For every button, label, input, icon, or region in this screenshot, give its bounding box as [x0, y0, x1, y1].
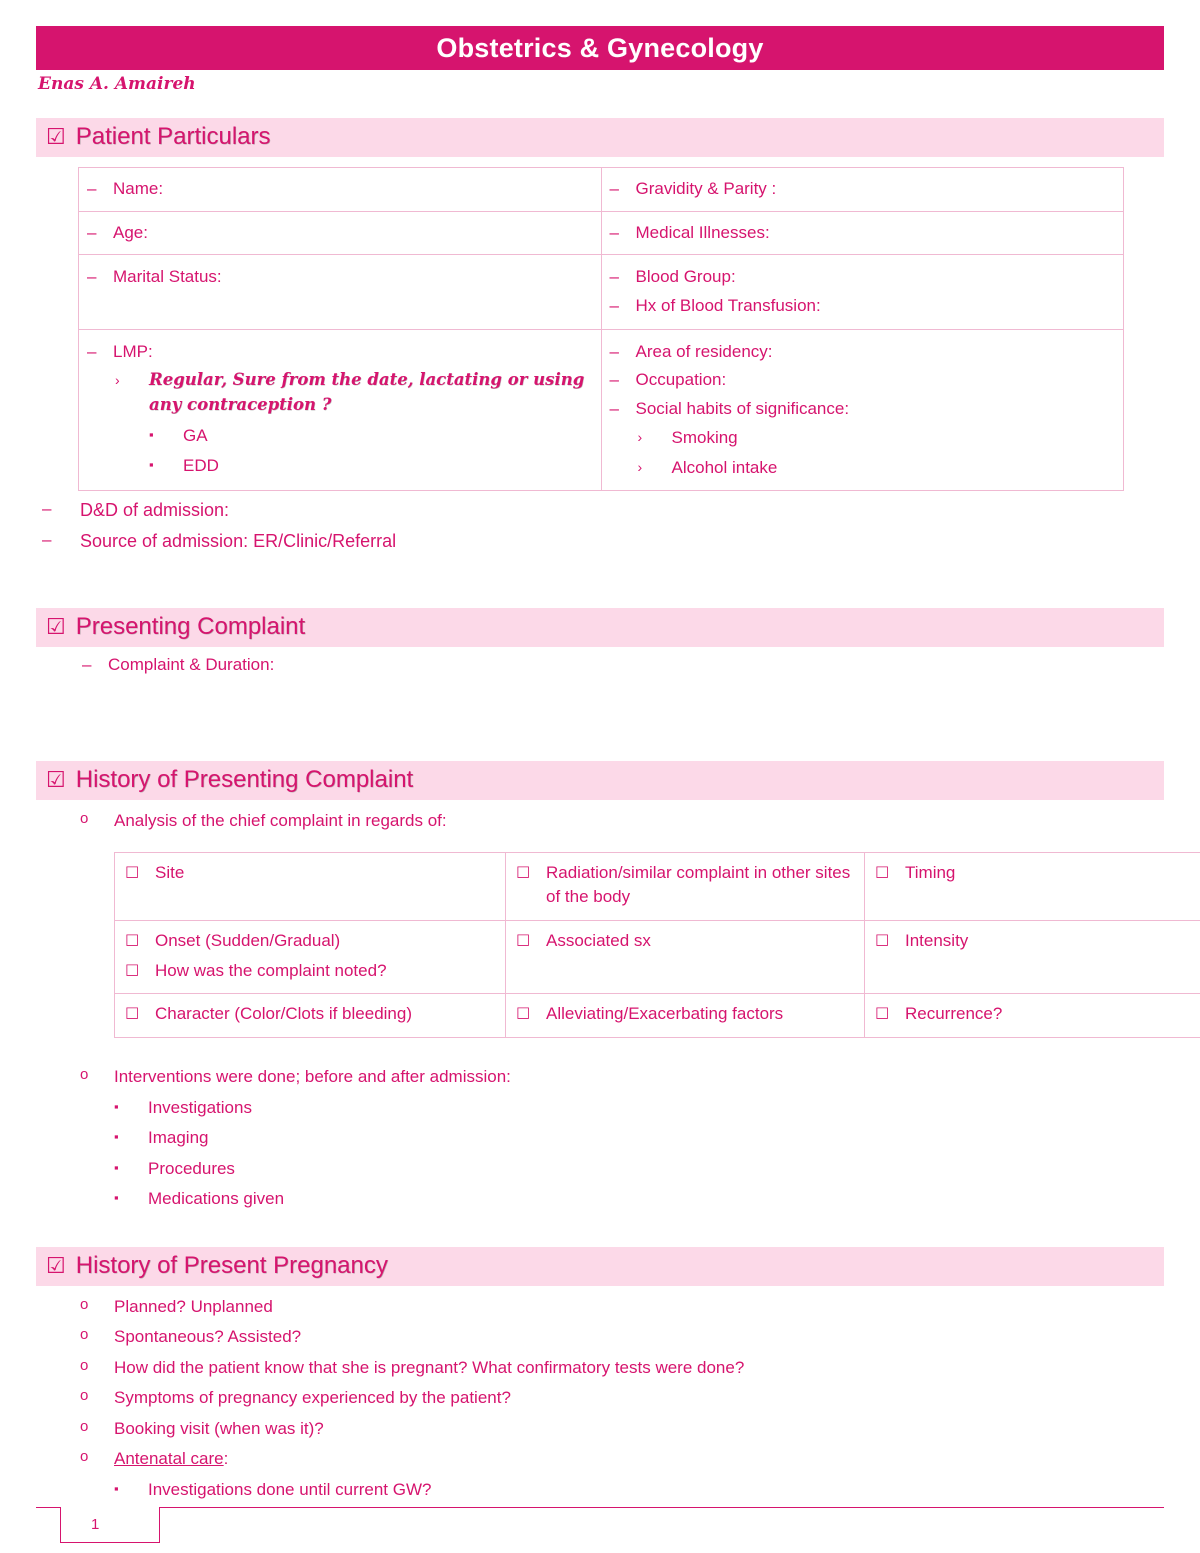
field-smoking [638, 425, 1116, 451]
field-label: Name: [113, 179, 164, 198]
cell-site [115, 852, 506, 920]
square-bullet-icon: ▪ [114, 1129, 119, 1145]
circle-bullet-icon: o [80, 1387, 89, 1405]
list-item [80, 1324, 1164, 1350]
field-source-of-admission [42, 528, 1164, 554]
dash-icon [610, 397, 636, 422]
section-header-history-present-pregnancy [36, 1247, 1164, 1286]
dash-icon [610, 368, 636, 393]
field-social-habits [610, 397, 1116, 422]
dash-icon [42, 497, 80, 522]
field-dd-of-admission [42, 497, 1164, 523]
checkbox-item [875, 861, 1195, 886]
list-item [114, 1095, 1164, 1121]
list-item-label: Booking visit (when was it)? [114, 1418, 324, 1438]
cell-marital-status [79, 255, 602, 329]
table-row [79, 329, 1124, 491]
dash-icon [610, 294, 636, 319]
field-name [87, 177, 593, 202]
field-label: GA [183, 425, 208, 445]
cell-recurrence [865, 994, 1200, 1038]
item-label: Alleviating/Exacerbating factors [546, 1004, 784, 1024]
field-blood-group [610, 265, 1116, 290]
item-label: Character (Color/Clots if bleeding) [155, 1004, 412, 1024]
antenatal-care-label: Antenatal care [114, 1449, 224, 1469]
field-hx-blood-transfusion [610, 294, 1116, 319]
document-content [36, 118, 1164, 1507]
circle-bullet-icon: o [80, 1066, 89, 1084]
list-item-label: Investigations [148, 1097, 252, 1117]
item-label: Timing [905, 862, 956, 882]
empty-box-icon: □ [875, 1003, 890, 1022]
dash-icon [42, 528, 80, 553]
list-item-label: How did the patient know that she is pregnant? What confirmatory tests were done? [114, 1357, 745, 1377]
author-name: Enas A. Amaireh [38, 74, 196, 94]
dash-icon [87, 265, 113, 290]
item-label: Associated sx [546, 931, 651, 951]
hpc-interventions-sublist [114, 1095, 1164, 1212]
field-label: Smoking [671, 428, 738, 448]
antenatal-sublist [114, 1477, 1164, 1503]
field-age [87, 221, 593, 246]
field-medical-illnesses [610, 221, 1116, 246]
cell-medical-illnesses [601, 211, 1124, 255]
checkbox-item [516, 861, 856, 910]
cell-age [79, 211, 602, 255]
checkbox-item [516, 929, 856, 954]
section-header-presenting-complaint [36, 608, 1164, 647]
table-row [79, 211, 1124, 255]
cell-alleviating [506, 994, 865, 1038]
section-title-history-present-pregnancy: History of Present Pregnancy [75, 1251, 388, 1279]
hpc-analysis-lead-wrap [80, 808, 1164, 834]
cell-character [115, 994, 506, 1038]
cell-blood-group [601, 255, 1124, 329]
item-label: Onset (Sudden/Gradual) [155, 931, 341, 951]
arrow-icon: › [637, 429, 643, 446]
checkbox-item [125, 959, 497, 984]
item-label: Recurrence? [905, 1004, 1003, 1024]
list-item-label: Medications given [148, 1189, 285, 1209]
hpc-analysis-table [114, 852, 1200, 1038]
field-gravidity-parity [610, 177, 1116, 202]
list-item [114, 1125, 1164, 1151]
field-label: Social habits of significance: [635, 398, 850, 418]
arrow-icon: › [637, 458, 643, 475]
antenatal-care-suffix: : [223, 1449, 229, 1469]
section-title-patient-particulars: Patient Particulars [75, 123, 271, 150]
list-item-label: Spontaneous? Assisted? [114, 1327, 302, 1347]
dash-icon [87, 177, 113, 202]
dash-icon [87, 340, 113, 365]
table-row [79, 255, 1124, 329]
dash-icon [610, 340, 636, 365]
item-label: How was the complaint noted? [155, 960, 387, 980]
item-label: Site [155, 862, 185, 882]
field-label: EDD [183, 456, 219, 476]
list-item-label: Symptoms of pregnancy experienced by the patient? [114, 1388, 511, 1408]
checked-box-icon: ☑ [46, 767, 66, 793]
dash-icon [610, 177, 636, 202]
field-label: Complaint & Duration: [108, 654, 275, 674]
list-item-label: Analysis of the chief complaint in regards of: [114, 811, 447, 831]
table-row [115, 921, 1200, 994]
list-item [80, 1385, 1164, 1411]
document-title-bar [36, 26, 1164, 70]
field-label: Marital Status: [113, 267, 222, 287]
lmp-note-text: Regular, Sure from the date, lactating or using any contraception ? [149, 370, 585, 414]
circle-bullet-icon: o [80, 1295, 89, 1313]
field-edd [149, 453, 593, 479]
circle-bullet-icon: o [80, 810, 89, 828]
item-label: Intensity [905, 931, 969, 951]
field-label: Alcohol intake [671, 457, 778, 477]
list-item [114, 1477, 1164, 1503]
dash-icon [610, 221, 636, 246]
list-item-label: Investigations done until current GW? [148, 1479, 432, 1499]
empty-box-icon: □ [125, 1003, 140, 1022]
section-header-history-presenting-complaint [36, 761, 1164, 800]
list-item [114, 1156, 1164, 1182]
patient-particulars-extra-list [42, 497, 1164, 553]
item-label: Radiation/similar complaint in other sites of the body [546, 862, 851, 907]
square-bullet-icon: ▪ [149, 457, 154, 473]
field-marital-status [87, 265, 593, 290]
cell-name [79, 168, 602, 212]
page-title: Obstetrics & Gynecology [436, 32, 764, 63]
empty-box-icon: □ [125, 930, 140, 949]
field-label: Gravidity & Parity : [635, 179, 777, 198]
square-bullet-icon: ▪ [114, 1480, 119, 1496]
checkbox-item [125, 1002, 497, 1027]
field-label: Blood Group: [635, 267, 736, 287]
field-label: Area of residency: [635, 341, 773, 361]
field-label: Age: [113, 222, 148, 242]
cell-onset [115, 921, 506, 994]
empty-box-icon: □ [516, 930, 531, 949]
field-label: LMP: [113, 341, 153, 361]
field-lmp [87, 340, 593, 365]
section-title-presenting-complaint: Presenting Complaint [75, 612, 306, 640]
checkbox-item [125, 861, 497, 886]
page-footer [36, 1507, 1164, 1545]
arrow-icon: › [115, 372, 120, 389]
cell-gravidity-parity [601, 168, 1124, 212]
square-bullet-icon: ▪ [149, 426, 154, 442]
circle-bullet-icon: o [80, 1326, 89, 1344]
section-title-history-presenting-complaint: History of Presenting Complaint [75, 766, 414, 794]
empty-box-icon: □ [125, 861, 140, 880]
field-label: Occupation: [635, 370, 727, 390]
cell-lmp [79, 329, 602, 491]
cell-associated-sx [506, 921, 865, 994]
circle-bullet-icon: o [80, 1356, 89, 1374]
table-row [115, 852, 1200, 920]
cell-social [601, 329, 1124, 491]
square-bullet-icon: ▪ [114, 1190, 119, 1206]
field-alcohol-intake [638, 455, 1116, 481]
page-number-box [60, 1507, 160, 1543]
checked-box-icon: ☑ [46, 613, 66, 639]
square-bullet-icon: ▪ [114, 1159, 119, 1175]
presenting-complaint-list [82, 653, 1164, 678]
field-area-of-residency [610, 340, 1116, 365]
table-row [115, 994, 1200, 1038]
hpp-list [80, 1294, 1164, 1503]
table-row [79, 168, 1124, 212]
list-item-label: Imaging [148, 1128, 209, 1148]
field-occupation [610, 368, 1116, 393]
lmp-note [115, 368, 593, 418]
hpc-analysis-lead [80, 808, 1164, 834]
circle-bullet-icon: o [80, 1417, 89, 1435]
checkbox-item [516, 1002, 856, 1027]
field-label: Hx of Blood Transfusion: [635, 295, 821, 315]
list-item-antenatal-care [80, 1446, 1164, 1472]
circle-bullet-icon: o [80, 1448, 89, 1466]
empty-box-icon: □ [125, 959, 140, 978]
list-item [80, 1416, 1164, 1442]
checked-box-icon: ☑ [46, 124, 66, 149]
list-item-label: Procedures [148, 1158, 235, 1178]
dash-icon [87, 221, 113, 246]
checked-box-icon: ☑ [46, 1252, 66, 1278]
empty-box-icon: □ [875, 930, 890, 949]
cell-timing [865, 852, 1200, 920]
hpc-interventions-lead [80, 1064, 1164, 1090]
empty-box-icon: □ [875, 861, 890, 880]
list-item-label: Planned? Unplanned [114, 1296, 273, 1316]
field-complaint-duration [82, 653, 1164, 678]
list-item [114, 1186, 1164, 1212]
list-item [80, 1294, 1164, 1320]
field-label: Source of admission: ER/Clinic/Referral [80, 530, 397, 551]
dash-icon [82, 653, 108, 678]
square-bullet-icon: ▪ [114, 1098, 119, 1114]
patient-particulars-table [78, 167, 1124, 491]
page-number: 1 [91, 1516, 100, 1533]
empty-box-icon: □ [516, 1003, 531, 1022]
empty-box-icon: □ [516, 861, 531, 880]
field-label: D&D of admission: [80, 500, 230, 521]
list-item [80, 1355, 1164, 1381]
cell-intensity [865, 921, 1200, 994]
hpc-interventions-wrap [80, 1064, 1164, 1212]
checkbox-item [875, 1002, 1195, 1027]
dash-icon [610, 265, 636, 290]
checkbox-item [875, 929, 1195, 954]
footer-divider [36, 1507, 1164, 1508]
field-ga [149, 423, 593, 449]
field-label: Medical Illnesses: [635, 222, 770, 242]
cell-radiation [506, 852, 865, 920]
section-header-patient-particulars [36, 118, 1164, 157]
checkbox-item [125, 929, 497, 954]
list-item-label: Interventions were done; before and after admission: [114, 1067, 511, 1087]
